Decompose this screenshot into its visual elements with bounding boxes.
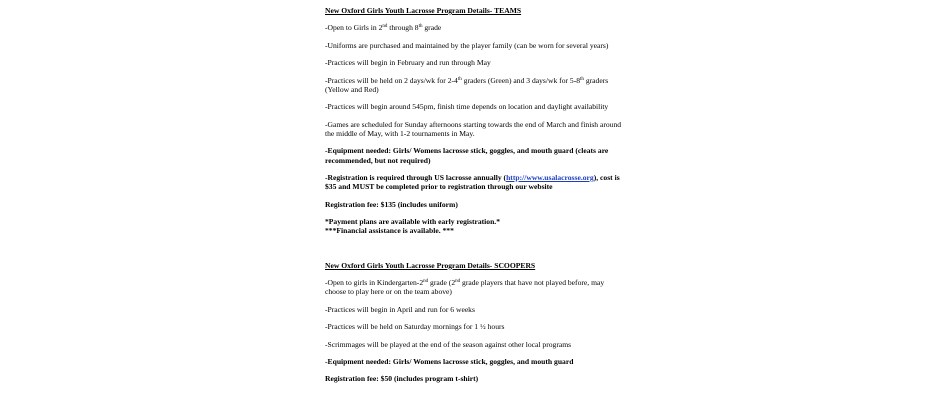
teams-games: -Games are scheduled for Sunday afternoons starting towards the end of March and finish around the middle of May, with 1-2 tournaments in May. — [325, 119, 622, 138]
teams-uniforms: -Uniforms are purchased and maintained by the player family (can be worn for several years) — [325, 40, 609, 50]
scoopers-open-to: -Open to girls in Kindergarten-2nd grade (2nd grade players that have not played before, may choose to play here or on the team above) — [325, 278, 605, 297]
teams-equipment: -Equipment needed: Girls/ Womens lacrosse stick, goggles, and mouth guard (cleats are recommended, but not required) — [325, 146, 609, 165]
teams-open-to: -Open to Girls in 2nd through 8th grade — [325, 23, 442, 33]
teams-heading: New Oxford Girls Youth Lacrosse Program Details- TEAMS — [325, 6, 522, 15]
scoopers-practice-season: -Practices will begin in April and run for 6 weeks — [325, 304, 475, 314]
teams-payment-plans: *Payment plans are available with early registration.* — [325, 217, 500, 227]
document-page — [325, 6, 627, 384]
teams-practice-season: -Practices will begin in February and run through May — [325, 58, 491, 68]
scoopers-heading: New Oxford Girls Youth Lacrosse Program Details- SCOOPERS — [325, 260, 536, 270]
usalacrosse-link[interactable]: http://www.usalacrosse.org — [506, 173, 594, 183]
scoopers-practice-days: -Practices will be held on Saturday mornings for 1 ½ hours — [325, 322, 505, 332]
scoopers-scrimmages: -Scrimmages will be played at the end of the season against other local programs — [325, 339, 572, 349]
teams-practice-days: -Practices will be held on 2 days/wk for 2-4th graders (Green) and 3 days/wk for 5-8th graders (Yellow and Red) — [325, 75, 609, 94]
section-spacer — [325, 244, 627, 261]
scoopers-fee: Registration fee: $50 (includes program t-shirt) — [325, 374, 479, 384]
teams-fee: Registration fee: $135 (includes uniform) — [325, 199, 458, 209]
teams-practice-time: -Practices will begin around 545pm, finish time depends on location and daylight availability — [325, 102, 609, 112]
teams-financial-assistance: ***Financial assistance is available. *** — [325, 226, 454, 236]
scoopers-equipment: -Equipment needed: Girls/ Womens lacrosse stick, goggles, and mouth guard — [325, 357, 574, 367]
teams-registration: -Registration is required through US lacrosse annually (http://www.usalacrosse.org), cost is $35 and MUST be completed prior to registration through our website — [325, 173, 620, 192]
